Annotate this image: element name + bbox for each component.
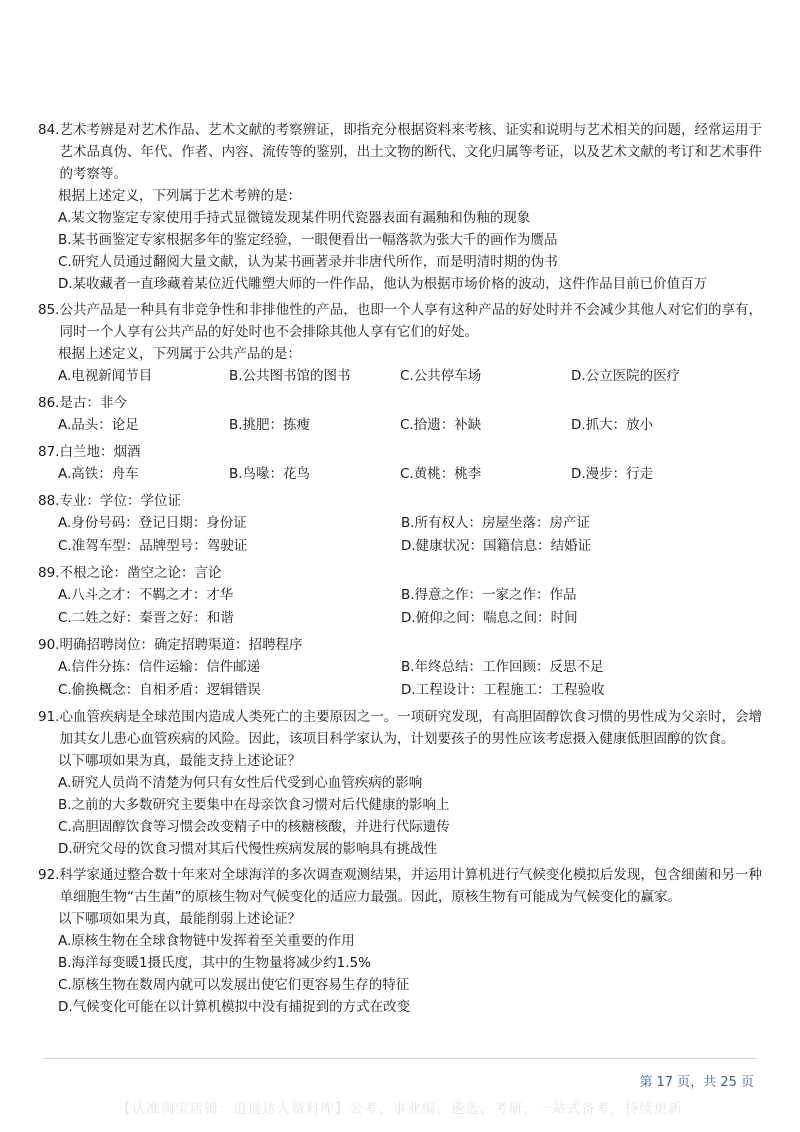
option-b: B.鸟喙：花鸟 [229,466,311,482]
question-92 [38,864,762,1018]
option-b: B.所有权人：房屋坐落：房产证 [401,515,591,531]
question-84 [38,119,762,295]
question-number: 87. [38,444,60,460]
option-a: A.电视新闻节目 [58,368,153,384]
option-a: A.信件分拣：信件运输：信件邮递 [58,659,261,675]
question-prompt: 以下哪项如果为真，最能削弱上述论证？ [58,911,301,927]
option-d: D.俯仰之间：喘息之间：时间 [401,610,578,626]
question-prompt: 根据上述定义，下列属于艺术考辨的是： [58,188,301,204]
option-d: D.某收藏者一直珍藏着某位近代雕塑大师的一件作品，他认为根据市场价格的波动，这件作品目前已价值百万 [58,276,708,292]
question-stem: 公共产品是一种具有非竞争性和非排他性的产品，也即一个人享有这种产品的好处时并不会减少其他人对它们的享有，同时一个人享有公共产品的好处时也不会排除其他人享有它们的好处。 [59,302,762,340]
option-c: C.拾遗：补缺 [400,417,482,433]
option-c: C.公共停车场 [400,368,482,384]
watermark-text: 【认准淘宝店铺：逍遥达人资料库】公考、事业编、遴选、考研，一站式备考，持续更新 [117,1101,683,1117]
question-stem: 明确招聘岗位：确定招聘渠道：招聘程序 [59,637,303,653]
question-number: 92. [38,867,60,883]
option-b: B.得意之作：一家之作：作品 [401,587,577,603]
option-d: D.漫步：行走 [571,466,654,482]
option-d: D.公立医院的医疗 [571,368,681,384]
option-c: C.黄桃：桃李 [400,466,482,482]
option-c: C.研究人员通过翻阅大量文献，认为某书画著录并非唐代所作，而是明清时期的伪书 [58,254,558,270]
option-d: D.研究父母的饮食习惯对其后代慢性疾病发展的影响具有挑战性 [58,841,438,857]
question-number: 90. [38,637,60,653]
question-stem: 不根之论：凿空之论：言论 [59,565,222,581]
question-stem: 科学家通过整合数十年来对全球海洋的多次调查观测结果，并运用计算机进行气候变化模拟后发现，包含细菌和另一种单细胞生物“古生菌”的原核生物对气候变化的适应力最强。因此，原核生物有可能成为气候变化的赢家。 [59,867,762,905]
option-b: B.年终总结：工作回顾：反思不足 [401,659,604,675]
question-stem: 心血管疾病是全球范围内造成人类死亡的主要原因之一。一项研究发现，有高胆固醇饮食习惯的男性成为父亲时，会增加其女儿患心血管疾病的风险。因此，该项目科学家认为，计划要孩子的男性应该考虑摄入健康低胆固醇的饮食。 [59,709,762,747]
option-b: B.公共图书馆的图书 [229,368,351,384]
question-88 [38,490,762,558]
question-91 [38,706,762,860]
question-number: 84. [38,122,60,138]
question-90 [38,634,762,702]
question-stem: 白兰地：烟酒 [59,444,141,460]
question-number: 91. [38,709,60,725]
option-a: A.高铁：舟车 [58,466,139,482]
option-b: B.海洋每变暖1摄氏度，其中的生物量将减少约1.5% [58,955,371,971]
option-d: D.气候变化可能在以计算机模拟中没有捕捉到的方式在改变 [58,999,411,1015]
question-stem: 艺术考辨是对艺术作品、艺术文献的考察辨证，即指充分根据资料来考核、证实和说明与艺术相关的问题，经常运用于艺术品真伪、年代、作者、内容、流传等的鉴别，出土文物的断代、文化归属等考证，以及艺术文献的考订和艺术事件的考察等。 [59,122,762,182]
option-a: A.品头：论足 [58,417,139,433]
option-a: A.原核生物在全球食物链中发挥着至关重要的作用 [58,933,355,949]
option-c: C.偷换概念：自相矛盾：逻辑错误 [58,682,261,698]
question-prompt: 根据上述定义，下列属于公共产品的是： [58,346,301,362]
question-number: 88. [38,493,60,509]
question-stem: 是古：非今 [59,395,127,411]
option-c: C.二姓之好：秦晋之好：和谐 [58,610,234,626]
question-stem: 专业：学位：学位证 [59,493,181,509]
option-a: A.某文物鉴定专家使用手持式显微镜发现某件明代瓷器表面有漏釉和伪釉的现象 [58,210,531,226]
page-number: 第 17 页，共 25 页 [639,1075,754,1090]
option-a: A.身份号码：登记日期：身份证 [58,515,247,531]
question-number: 86. [38,395,60,411]
option-d: D.健康状况：国籍信息：结婚证 [401,538,592,554]
question-prompt: 以下哪项如果为真，最能支持上述论证？ [58,753,301,769]
question-number: 85. [38,302,60,318]
option-c: C.原核生物在数周内就可以发展出使它们更容易生存的特征 [58,977,410,993]
option-a: A.八斗之才：不羁之才：才华 [58,587,234,603]
option-d: D.工程设计：工程施工：工程验收 [401,682,605,698]
exam-content [38,119,762,1022]
question-86 [38,392,762,437]
option-d: D.抓大：放小 [571,417,654,433]
question-85 [38,299,762,388]
question-89 [38,562,762,630]
option-c: C.高胆固醇饮食等习惯会改变精子中的核糖核酸，并进行代际遗传 [58,819,450,835]
option-c: C.准驾车型：品牌型号：驾驶证 [58,538,248,554]
option-b: B.之前的大多数研究主要集中在母亲饮食习惯对后代健康的影响上 [58,797,450,813]
question-number: 89. [38,565,60,581]
option-b: B.挑肥：拣瘦 [229,417,311,433]
footer-divider [44,1058,756,1059]
question-87 [38,441,762,486]
option-a: A.研究人员尚不清楚为何只有女性后代受到心血管疾病的影响 [58,775,423,791]
option-b: B.某书画鉴定专家根据多年的鉴定经验，一眼便看出一幅落款为张大千的画作为赝品 [58,232,558,248]
